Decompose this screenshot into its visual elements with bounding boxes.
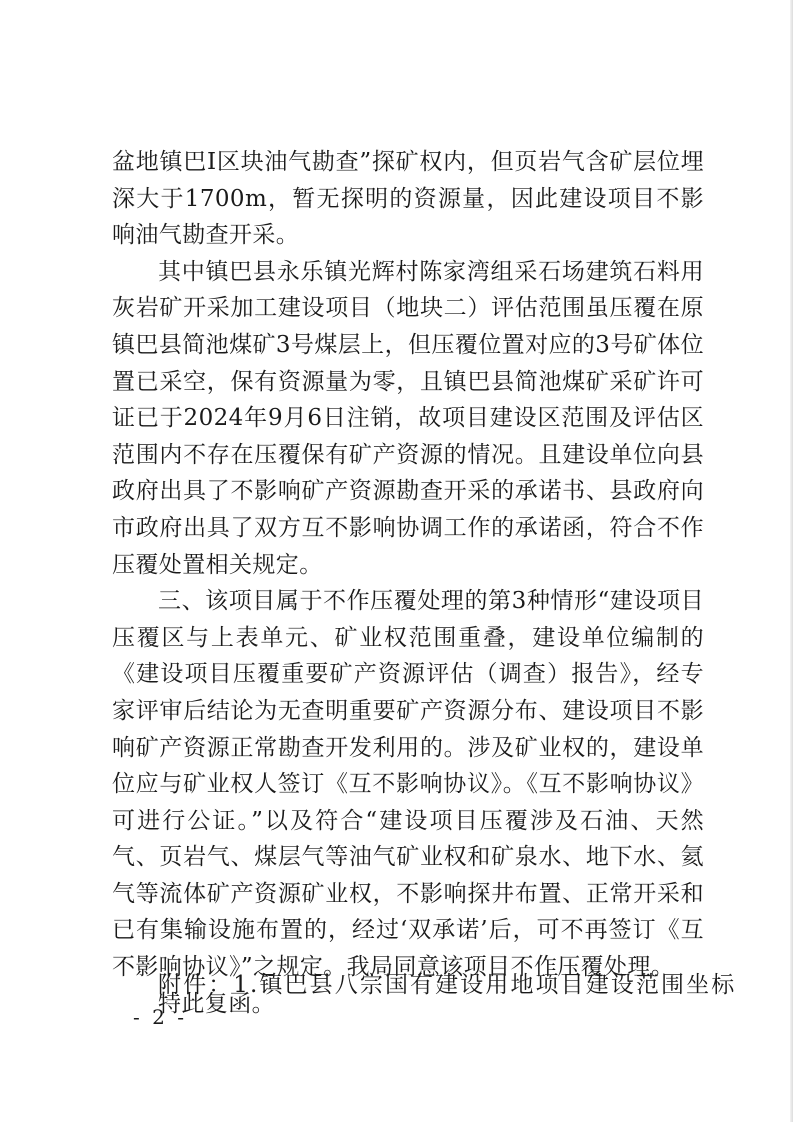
- paragraph-closing: 特此复函。: [158, 990, 275, 1017]
- letter-body: [112, 144, 704, 1022]
- page-number: - 2 -: [133, 1005, 187, 1029]
- paragraph-continuation: 盆地镇巴Ⅰ区块油气勘查”探矿权内，但页岩气含矿层位埋深大于1700m，暂无探明的资源量，因此建设项目不影响油气勘查开采。: [112, 149, 704, 249]
- attachment-line: 附件：1.镇巴县八宗国有建设用地项目建设范围坐标: [158, 972, 737, 998]
- paragraph-item-three: 三、该项目属于不作压覆处理的第3种情形“建设项目压覆区与上表单元、矿业权范围重叠，建设单位编制的《建设项目压覆重要矿产资源评估（调查）报告》，经专家评审后结论为无查明重要矿产资源分布、建设项目不影响矿产资源正常勘查开发利用的。涉及矿业权的，建设单位应与矿业权人签订《互不影响协议》。《互不影响协议》可进行公证。”以及符合“建设项目压覆涉及石油、天然气、页岩气、煤层气等油气矿业权和矿泉水、地下水、氦气等流体矿产资源矿业权，不影响探井布置、正常开采和已有集输设施布置的，经过‘双承诺’后，可不再签订《互不影响协议》”之规定。我局同意该项目不作压覆处理。: [112, 588, 704, 981]
- paragraph-coal-mine: 其中镇巴县永乐镇光辉村陈家湾组采石场建筑石料用灰岩矿开采加工建设项目（地块二）评估范围虽压覆在原镇巴县简池煤矿3号煤层上，但压覆位置对应的3号矿体位置已采空，保有资源量为零，且镇巴县简池煤矿采矿许可证已于2024年9月6日注销，故项目建设区范围及评估区范围内不存在压覆保有矿产资源的情况。且建设单位向县政府出具了不影响矿产资源勘查开采的承诺书、县政府向市政府出具了双方互不影响协调工作的承诺函，符合不作压覆处置相关规定。: [112, 258, 704, 578]
